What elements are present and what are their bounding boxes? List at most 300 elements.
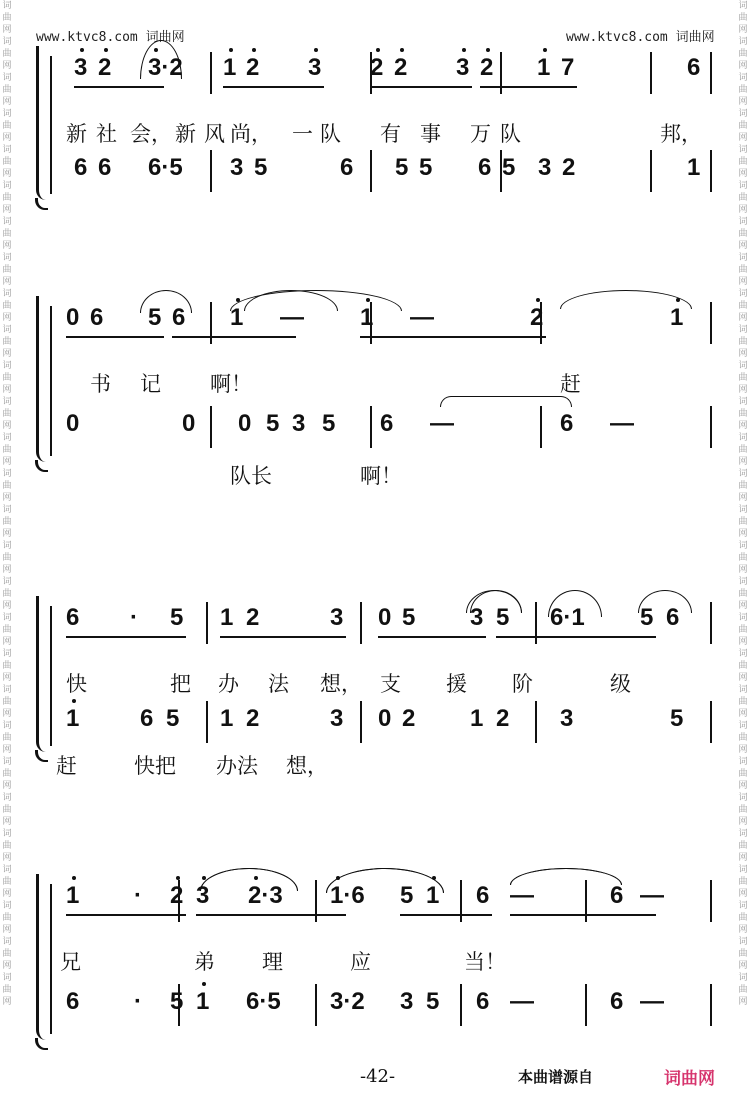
lower-note: 2 [496, 705, 510, 732]
lower-note: 1 [196, 988, 210, 1015]
side-watermark-char: 网 [738, 997, 748, 1007]
side-watermark-char: 网 [2, 97, 12, 107]
lyric-line1: 队 [320, 122, 341, 146]
high-octave-dot [400, 48, 404, 52]
upper-note: 0 [378, 604, 392, 631]
upper-note: 5 [402, 604, 416, 631]
barline-lower [210, 150, 212, 192]
barline-lower [370, 150, 372, 192]
barline-upper [650, 52, 652, 94]
upper-note: 2 [98, 54, 112, 81]
lyric-line1: 想， [320, 672, 362, 696]
side-watermark-char: 曲 [738, 49, 748, 59]
side-watermark-char: 曲 [2, 337, 12, 347]
slur [326, 868, 444, 893]
side-watermark-char: 词 [2, 649, 12, 659]
upper-note: 7 [561, 54, 575, 81]
lower-note: 3 [292, 410, 306, 437]
side-watermark-char: 词 [2, 793, 12, 803]
side-watermark-char: 词 [738, 469, 748, 479]
side-watermark-char: 曲 [2, 409, 12, 419]
upper-note: 1 [230, 304, 244, 331]
side-watermark-char: 网 [2, 241, 12, 251]
lyric-line1: 法 [268, 672, 289, 696]
side-watermark-char: 网 [2, 961, 12, 971]
side-watermark-char: 词 [738, 937, 748, 947]
side-watermark-char: 曲 [2, 769, 12, 779]
lyric-line1: 当！ [464, 950, 506, 974]
upper-note: 3 [330, 604, 344, 631]
side-watermark-char: 词 [738, 433, 748, 443]
lower-note: 5 [170, 988, 184, 1015]
high-octave-dot [543, 48, 547, 52]
lower-note: — [610, 410, 634, 437]
side-watermark-char: 曲 [2, 841, 12, 851]
slur [140, 290, 192, 313]
high-octave-dot [72, 876, 76, 880]
side-watermark-char: 曲 [2, 265, 12, 275]
side-watermark-char: 网 [2, 925, 12, 935]
barline-lower [315, 984, 317, 1026]
side-watermark-char: 曲 [738, 841, 748, 851]
lower-note: 0 [66, 410, 80, 437]
side-watermark-char: 网 [2, 385, 12, 395]
lyric-line1: 赶 [560, 372, 581, 396]
high-octave-dot [80, 48, 84, 52]
lower-note: 2 [246, 705, 260, 732]
side-watermark-char: 曲 [738, 265, 748, 275]
lyric-line1: 一 [292, 122, 313, 146]
upper-note: 1·6 [330, 882, 365, 909]
side-watermark-char: 网 [738, 493, 748, 503]
upper-note: 1 [670, 304, 684, 331]
barline-lower [710, 150, 712, 192]
lyric-line1: 书 [90, 372, 111, 396]
upper-note: · [130, 604, 138, 631]
side-watermark-char: 网 [2, 25, 12, 35]
lower-note: 5 [266, 410, 280, 437]
barline-upper [206, 602, 208, 644]
side-watermark-char: 词 [2, 397, 12, 407]
side-watermark-char: 曲 [738, 553, 748, 563]
side-watermark-char: 网 [738, 637, 748, 647]
side-watermark-char: 曲 [738, 625, 748, 635]
system-start-line [50, 56, 52, 194]
upper-note: — [410, 304, 434, 331]
side-watermark-char: 网 [2, 601, 12, 611]
side-watermark-char: 曲 [738, 805, 748, 815]
high-octave-dot [72, 699, 76, 703]
upper-note: 3 [74, 54, 88, 81]
lyric-line1: 阶 [512, 672, 533, 696]
side-watermark-char: 曲 [738, 337, 748, 347]
side-watermark-char: 曲 [2, 193, 12, 203]
upper-note: 2 [394, 54, 408, 81]
side-watermark-char: 网 [2, 637, 12, 647]
side-watermark-char: 网 [738, 25, 748, 35]
side-watermark-char: 曲 [738, 985, 748, 995]
lyric-line1: 新 [175, 122, 196, 146]
lower-note: 1 [220, 705, 234, 732]
side-watermark-char: 词 [738, 685, 748, 695]
side-watermark-char: 网 [738, 421, 748, 431]
score-system [30, 42, 730, 210]
system-bracket [36, 874, 49, 1040]
lower-note: 6 [74, 154, 88, 181]
high-octave-dot [536, 298, 540, 302]
lyric-line1: 弟 [194, 950, 215, 974]
upper-note: 6·1 [550, 604, 585, 631]
upper-note: 2 [246, 54, 260, 81]
side-watermark-char: 网 [2, 853, 12, 863]
barline-lower [360, 701, 362, 743]
side-watermark-char: 词 [2, 829, 12, 839]
upper-note: 5 [400, 882, 414, 909]
side-watermark-char: 网 [2, 709, 12, 719]
beam-underline [370, 86, 472, 88]
lyric-line1: 万 [470, 122, 491, 146]
beam-underline [480, 86, 577, 88]
upper-note: · [134, 882, 142, 909]
side-watermark-char: 曲 [2, 445, 12, 455]
barline-upper [710, 880, 712, 922]
upper-note: 6 [172, 304, 186, 331]
lower-note: 3·2 [330, 988, 365, 1015]
slur [466, 590, 522, 613]
upper-note: 2 [480, 54, 494, 81]
side-watermark-char: 曲 [2, 481, 12, 491]
side-watermark-char: 词 [738, 901, 748, 911]
lower-note: · [134, 988, 142, 1015]
barline-lower [650, 150, 652, 192]
side-watermark-char: 词 [738, 397, 748, 407]
side-watermark-char: 词 [2, 721, 12, 731]
lower-note: 0 [182, 410, 196, 437]
side-watermark-char: 网 [2, 781, 12, 791]
side-watermark-char: 网 [738, 313, 748, 323]
lyric-line1: 社 [96, 122, 117, 146]
side-watermark-char: 曲 [738, 301, 748, 311]
side-watermark-char: 网 [738, 889, 748, 899]
side-watermark-char: 词 [2, 73, 12, 83]
upper-note: 5 [170, 604, 184, 631]
side-watermark-char: 网 [738, 349, 748, 359]
upper-note: — [510, 882, 534, 909]
lower-note: 1 [687, 154, 701, 181]
lyric-line1: 兄 [60, 950, 81, 974]
high-octave-dot [376, 48, 380, 52]
side-watermark-char: 词 [2, 937, 12, 947]
upper-note: 2 [530, 304, 544, 331]
side-watermark-char: 曲 [738, 229, 748, 239]
side-watermark-char: 网 [738, 277, 748, 287]
watermark-right: www.ktvc8.com 词曲网 [566, 30, 715, 45]
side-watermark-char: 曲 [2, 661, 12, 671]
side-watermark-char: 词 [738, 829, 748, 839]
lower-note: 5 [502, 154, 516, 181]
lower-note: 2 [402, 705, 416, 732]
slur [510, 868, 622, 885]
side-watermark-char: 网 [2, 457, 12, 467]
side-watermark-char: 网 [2, 997, 12, 1007]
lower-note: 5 [322, 410, 336, 437]
lower-note: 6 [380, 410, 394, 437]
lower-note: 6 [478, 154, 492, 181]
side-watermark-char: 曲 [738, 193, 748, 203]
side-watermark-char: 词 [738, 721, 748, 731]
system-start-line [50, 606, 52, 746]
upper-note: 3 [196, 882, 210, 909]
high-octave-dot [104, 48, 108, 52]
upper-note: 3 [308, 54, 322, 81]
side-watermark-char: 网 [738, 457, 748, 467]
barline-lower [206, 701, 208, 743]
lower-note: — [430, 410, 454, 437]
page-number: -42- [360, 1066, 396, 1087]
side-watermark-char: 词 [2, 901, 12, 911]
upper-note: 0 [66, 304, 80, 331]
barline-lower [535, 701, 537, 743]
side-watermark-left [0, 0, 14, 1114]
lower-note: 5 [166, 705, 180, 732]
side-watermark-char: 网 [738, 745, 748, 755]
side-watermark-char: 曲 [2, 985, 12, 995]
upper-note: 1 [223, 54, 237, 81]
side-watermark-char: 词 [738, 145, 748, 155]
side-watermark-char: 曲 [2, 121, 12, 131]
beam-underline [360, 336, 546, 338]
lower-note: 1 [470, 705, 484, 732]
lyric-line2: 啊！ [360, 464, 402, 488]
lyric-line2: 想， [286, 754, 328, 778]
side-watermark-right [736, 0, 750, 1114]
side-watermark-char: 网 [738, 241, 748, 251]
upper-note: 2·3 [248, 882, 283, 909]
upper-note: 6 [66, 604, 80, 631]
lower-note: 0 [378, 705, 392, 732]
upper-note: 1 [537, 54, 551, 81]
side-watermark-char: 词 [2, 541, 12, 551]
upper-note: 1 [426, 882, 440, 909]
slur [560, 290, 692, 309]
system-start-line [50, 884, 52, 1034]
side-watermark-char: 词 [2, 469, 12, 479]
lower-note: 6 [610, 988, 624, 1015]
upper-note: 3 [470, 604, 484, 631]
barline-upper [210, 52, 212, 94]
upper-note: 6 [476, 882, 490, 909]
upper-note: 2 [370, 54, 384, 81]
upper-note: 5 [640, 604, 654, 631]
side-watermark-char: 词 [2, 145, 12, 155]
lower-note: 5 [395, 154, 409, 181]
lyric-line1: 理 [262, 950, 283, 974]
side-watermark-char: 词 [2, 253, 12, 263]
beam-underline [172, 336, 296, 338]
side-watermark-char: 网 [2, 421, 12, 431]
side-watermark-char: 曲 [738, 589, 748, 599]
high-octave-dot [229, 48, 233, 52]
lower-note: — [510, 988, 534, 1015]
lyric-line2: 赶 [56, 754, 77, 778]
upper-note: 1 [360, 304, 374, 331]
lyric-line1: 啊！ [210, 372, 252, 396]
lyric-line2: 队长 [230, 464, 272, 488]
lower-note: 6 [340, 154, 354, 181]
lyric-line1: 办 [218, 672, 239, 696]
tie [440, 396, 572, 407]
side-watermark-char: 词 [738, 217, 748, 227]
lyric-line2: 办法 [216, 754, 258, 778]
side-watermark-char: 词 [738, 361, 748, 371]
source-label: 本曲谱源自 [518, 1068, 594, 1086]
upper-note: 2 [170, 882, 184, 909]
upper-note: 6 [687, 54, 701, 81]
side-watermark-char: 网 [2, 745, 12, 755]
side-watermark-char: 词 [738, 505, 748, 515]
upper-note: 1 [220, 604, 234, 631]
side-watermark-char: 词 [2, 577, 12, 587]
lyric-line1: 快 [66, 672, 87, 696]
side-watermark-char: 词 [2, 217, 12, 227]
side-watermark-char: 曲 [2, 301, 12, 311]
side-watermark-char: 曲 [738, 13, 748, 23]
side-watermark-char: 曲 [738, 769, 748, 779]
side-watermark-char: 曲 [2, 697, 12, 707]
side-watermark-char: 曲 [2, 49, 12, 59]
side-watermark-char: 曲 [2, 229, 12, 239]
lower-note: 0 [238, 410, 252, 437]
upper-note: 3 [456, 54, 470, 81]
side-watermark-char: 词 [2, 109, 12, 119]
beam-underline [66, 636, 186, 638]
side-watermark-char: 曲 [2, 157, 12, 167]
side-watermark-char: 曲 [738, 733, 748, 743]
barline-lower [710, 406, 712, 448]
lower-note: 6 [66, 988, 80, 1015]
side-watermark-char: 网 [2, 205, 12, 215]
side-watermark-char: 曲 [738, 517, 748, 527]
side-watermark-char: 词 [2, 181, 12, 191]
side-watermark-char: 曲 [738, 373, 748, 383]
side-watermark-char: 词 [738, 289, 748, 299]
side-watermark-char: 词 [738, 1, 748, 11]
barline-lower [370, 406, 372, 448]
lower-note: 3 [230, 154, 244, 181]
high-octave-dot [252, 48, 256, 52]
side-watermark-char: 曲 [2, 733, 12, 743]
barline-lower [540, 406, 542, 448]
side-watermark-char: 词 [2, 433, 12, 443]
side-watermark-char: 曲 [738, 121, 748, 131]
side-watermark-char: 网 [738, 925, 748, 935]
upper-note: 6 [610, 882, 624, 909]
beam-underline [74, 86, 164, 88]
side-watermark-char: 曲 [2, 517, 12, 527]
score-system [30, 870, 730, 1050]
side-watermark-char: 曲 [738, 949, 748, 959]
side-watermark-char: 词 [738, 613, 748, 623]
side-watermark-char: 曲 [738, 877, 748, 887]
side-watermark-char: 网 [738, 961, 748, 971]
side-watermark-char: 曲 [738, 481, 748, 491]
lyric-line1: 会， [130, 122, 172, 146]
side-watermark-char: 词 [738, 649, 748, 659]
side-watermark-char: 词 [738, 37, 748, 47]
side-watermark-char: 词 [738, 109, 748, 119]
system-bracket [36, 46, 49, 200]
lyric-line1: 风 [204, 122, 225, 146]
barline-upper [710, 302, 712, 344]
lyric-line1: 援 [446, 672, 467, 696]
side-watermark-char: 网 [2, 889, 12, 899]
lyric-line1: 记 [140, 372, 161, 396]
lyric-line1: 队 [500, 122, 521, 146]
beam-underline [378, 636, 486, 638]
barline-lower [585, 984, 587, 1026]
score-system [30, 592, 730, 778]
lower-note: 5 [426, 988, 440, 1015]
side-watermark-char: 曲 [738, 85, 748, 95]
beam-underline [66, 914, 186, 916]
upper-note: 2 [246, 604, 260, 631]
side-watermark-char: 词 [738, 253, 748, 263]
beam-underline [400, 914, 492, 916]
side-watermark-char: 曲 [2, 625, 12, 635]
side-watermark-char: 词 [738, 757, 748, 767]
site-logo: 词曲网 [664, 1069, 715, 1089]
side-watermark-char: 网 [738, 385, 748, 395]
side-watermark-char: 网 [738, 709, 748, 719]
side-watermark-char: 词 [2, 37, 12, 47]
lower-note: 6 [476, 988, 490, 1015]
side-watermark-char: 网 [2, 817, 12, 827]
barline-upper [360, 602, 362, 644]
side-watermark-char: 曲 [738, 409, 748, 419]
barline-lower [460, 984, 462, 1026]
beam-underline [223, 86, 324, 88]
upper-note: — [280, 304, 304, 331]
lower-note: 6 [560, 410, 574, 437]
lyric-line1: 应 [350, 950, 371, 974]
side-watermark-char: 词 [2, 973, 12, 983]
lower-note: 1 [66, 705, 80, 732]
side-watermark-char: 词 [738, 973, 748, 983]
side-watermark-char: 曲 [738, 913, 748, 923]
lower-note: 3 [330, 705, 344, 732]
side-watermark-char: 词 [738, 865, 748, 875]
slur [200, 868, 298, 891]
side-watermark-char: 网 [738, 817, 748, 827]
side-watermark-char: 网 [2, 529, 12, 539]
lyric-line1: 级 [610, 672, 631, 696]
side-watermark-char: 网 [738, 673, 748, 683]
side-watermark-char: 词 [2, 613, 12, 623]
lower-note: 2 [562, 154, 576, 181]
high-octave-dot [176, 876, 180, 880]
lyric-line1: 有 [380, 122, 401, 146]
high-octave-dot [486, 48, 490, 52]
beam-underline [496, 636, 656, 638]
side-watermark-char: 网 [738, 169, 748, 179]
lower-note: 6 [98, 154, 112, 181]
watermark-left: www.ktvc8.com 词曲网 [36, 30, 185, 45]
lower-note: 6·5 [246, 988, 281, 1015]
slur [548, 590, 602, 617]
side-watermark-char: 网 [738, 853, 748, 863]
side-watermark-char: 网 [2, 349, 12, 359]
side-watermark-char: 曲 [2, 13, 12, 23]
